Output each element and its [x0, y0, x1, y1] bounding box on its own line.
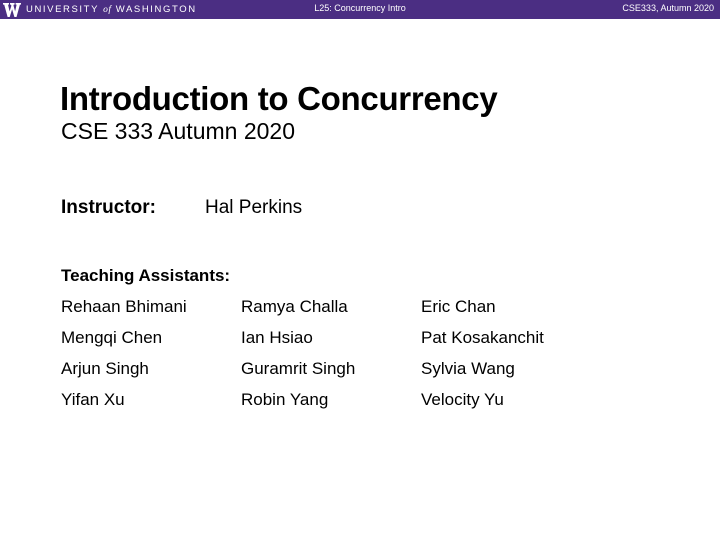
ta-list: [61, 297, 621, 421]
ta-name: Mengqi Chen: [61, 328, 163, 347]
ta-name: Yifan Xu: [61, 390, 125, 409]
university-name: UNIVERSITY of WASHINGTON: [26, 4, 197, 15]
ta-name: Ramya Challa: [241, 297, 348, 316]
lecture-label: L25: Concurrency Intro: [314, 3, 406, 13]
ta-name: Pat Kosakanchit: [421, 328, 544, 347]
ta-name: Robin Yang: [241, 390, 329, 409]
ta-name: Sylvia Wang: [421, 359, 515, 378]
ta-heading: Teaching Assistants:: [61, 266, 231, 285]
ta-name: Guramrit Singh: [241, 359, 356, 378]
instructor-label: Instructor:: [61, 197, 156, 218]
ta-name: Ian Hsiao: [241, 328, 313, 347]
slide-subtitle: CSE 333 Autumn 2020: [61, 118, 295, 144]
ta-name: Rehaan Bhimani: [61, 297, 187, 316]
course-label: CSE333, Autumn 2020: [622, 3, 714, 13]
ta-name: Eric Chan: [421, 297, 496, 316]
ta-name: Velocity Yu: [421, 390, 504, 409]
header-bar: [0, 0, 720, 19]
instructor-name: Hal Perkins: [205, 197, 303, 218]
ta-name: Arjun Singh: [61, 359, 149, 378]
slide-title: Introduction to Concurrency: [60, 80, 498, 117]
